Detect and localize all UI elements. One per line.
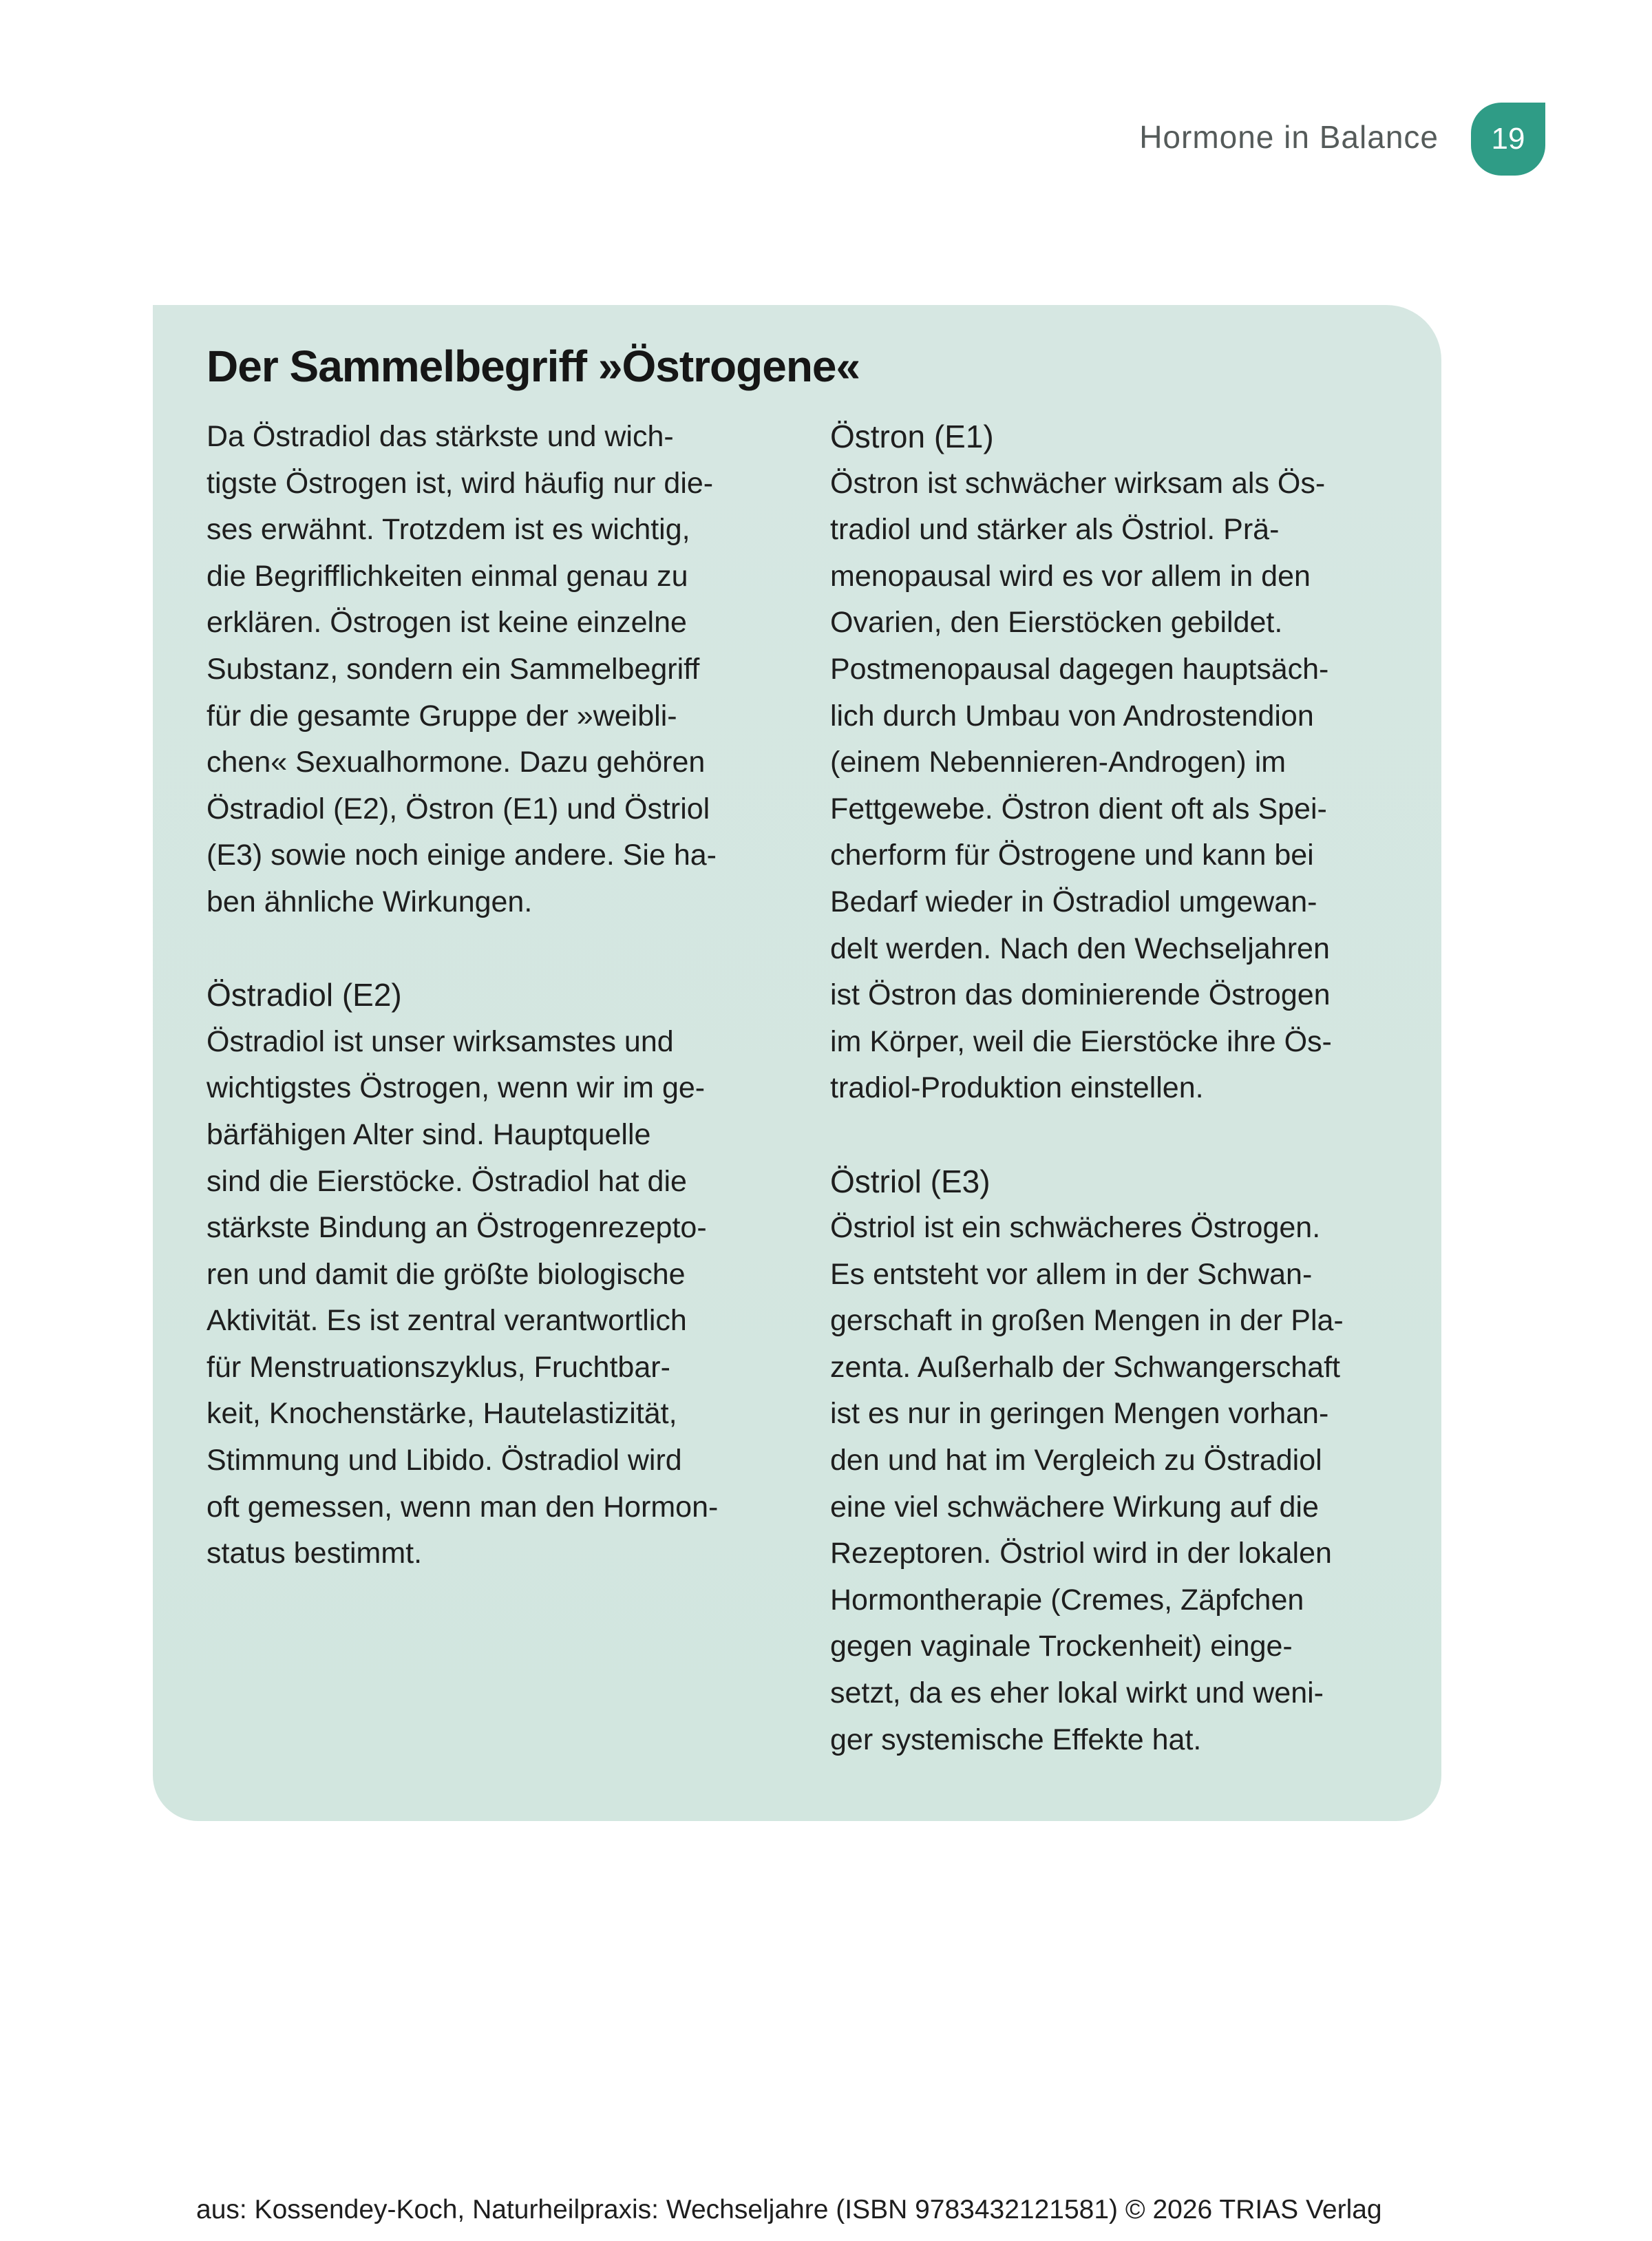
text-line: ren und damit die größte biologische [206, 1257, 686, 1291]
section-heading-oestron: Östron (E1) [830, 419, 994, 454]
text-line: Hormontherapie (Cremes, Zäpfchen [830, 1583, 1304, 1617]
box-title: Der Sammelbegriff »Östrogene« [206, 341, 860, 391]
intro-paragraph [206, 414, 771, 926]
section-heading-oestradiol: Östradiol (E2) [206, 977, 402, 1013]
text-line: im Körper, weil die Eierstöcke ihre Ös- [830, 1024, 1332, 1058]
text-line: tradiol und stärker als Östriol. Prä- [830, 513, 1280, 547]
text-line: keit, Knochenstärke, Hautelastizität, [206, 1397, 677, 1431]
text-line: ger systemische Effekte hat. [830, 1723, 1202, 1756]
text-line: für Menstruationszyklus, Fruchtbar- [206, 1350, 670, 1384]
text-line: setzt, da es eher lokal wirkt und weni- [830, 1676, 1324, 1710]
text-line: Postmenopausal dagegen hauptsäch- [830, 652, 1329, 686]
text-line: Aktivität. Es ist zentral verantwortlich [206, 1304, 687, 1338]
text-line: Stimmung und Libido. Östradiol wird [206, 1444, 682, 1477]
text-line: die Begrifflichkeiten einmal genau zu [206, 559, 688, 593]
text-line: menopausal wird es vor allem in den [830, 559, 1311, 593]
text-line: tradiol-Produktion einstellen. [830, 1071, 1204, 1105]
text-line: Östradiol (E2), Östron (E1) und Östriol [206, 792, 710, 825]
running-title: Hormone in Balance [1139, 119, 1439, 155]
text-line: Fettgewebe. Östron dient oft als Spei- [830, 792, 1327, 825]
text-line: ist Östron das dominierende Östrogen [830, 978, 1331, 1012]
text-line: delt werden. Nach den Wechseljahren [830, 932, 1330, 965]
source-footer: aus: Kossendey-Koch, Naturheilpraxis: Wechseljahre (ISBN 9783432121581) © 2026 TRIAS Verlag [196, 2195, 1382, 2224]
text-line: cherform für Östrogene und kann bei [830, 839, 1314, 872]
text-line: ben ähnliche Wirkungen. [206, 885, 533, 918]
text-line: bärfähigen Alter sind. Hauptquelle [206, 1117, 651, 1151]
text-line: für die gesamte Gruppe der »weibli- [206, 699, 677, 733]
text-line: Rezeptoren. Östriol wird in der lokalen [830, 1537, 1332, 1570]
text-line: Substanz, sondern ein Sammelbegriff [206, 652, 700, 686]
text-line: Östron ist schwächer wirksam als Ös- [830, 466, 1326, 500]
text-line: wichtigstes Östrogen, wenn wir im ge- [206, 1071, 706, 1105]
text-line: zenta. Außerhalb der Schwangerschaft [830, 1350, 1340, 1384]
text-line: gegen vaginale Trockenheit) einge- [830, 1630, 1293, 1663]
oestriol-paragraph [830, 1205, 1422, 1763]
text-line: lich durch Umbau von Androstendion [830, 699, 1314, 733]
text-line: ses erwähnt. Trotzdem ist es wichtig, [206, 513, 690, 547]
page-number-badge: 19 [1471, 103, 1545, 176]
text-line: gerschaft in großen Mengen in der Pla- [830, 1304, 1344, 1338]
text-line: den und hat im Vergleich zu Östradiol [830, 1444, 1322, 1477]
text-line: chen« Sexualhormone. Dazu gehören [206, 746, 706, 779]
text-line: (einem Nebennieren-Androgen) im [830, 746, 1286, 779]
text-line: erklären. Östrogen ist keine einzelne [206, 606, 687, 640]
text-line: oft gemessen, wenn man den Hormon- [206, 1490, 719, 1524]
left-column [206, 414, 771, 1577]
text-line: stärkste Bindung an Östrogenrezepto- [206, 1211, 707, 1245]
text-line: ist es nur in geringen Mengen vorhan- [830, 1397, 1329, 1431]
section-heading-oestriol: Östriol (E3) [830, 1163, 991, 1199]
text-line: Es entsteht vor allem in der Schwan- [830, 1257, 1313, 1291]
text-line: sind die Eierstöcke. Östradiol hat die [206, 1164, 687, 1198]
text-line: eine viel schwächere Wirkung auf die [830, 1490, 1319, 1524]
text-line: Da Östradiol das stärkste und wich- [206, 420, 674, 453]
text-line: Östriol ist ein schwächeres Östrogen. [830, 1211, 1321, 1245]
right-column [830, 414, 1422, 1763]
text-line: (E3) sowie noch einige andere. Sie ha- [206, 839, 717, 872]
oestron-paragraph [830, 461, 1422, 1112]
text-line: Bedarf wieder in Östradiol umgewan- [830, 885, 1317, 918]
text-line: Östradiol ist unser wirksamstes und [206, 1024, 674, 1058]
text-line: status bestimmt. [206, 1537, 423, 1570]
text-line: Ovarien, den Eierstöcken gebildet. [830, 606, 1283, 640]
oestradiol-paragraph [206, 1019, 771, 1577]
text-line: tigste Östrogen ist, wird häufig nur die- [206, 466, 714, 500]
